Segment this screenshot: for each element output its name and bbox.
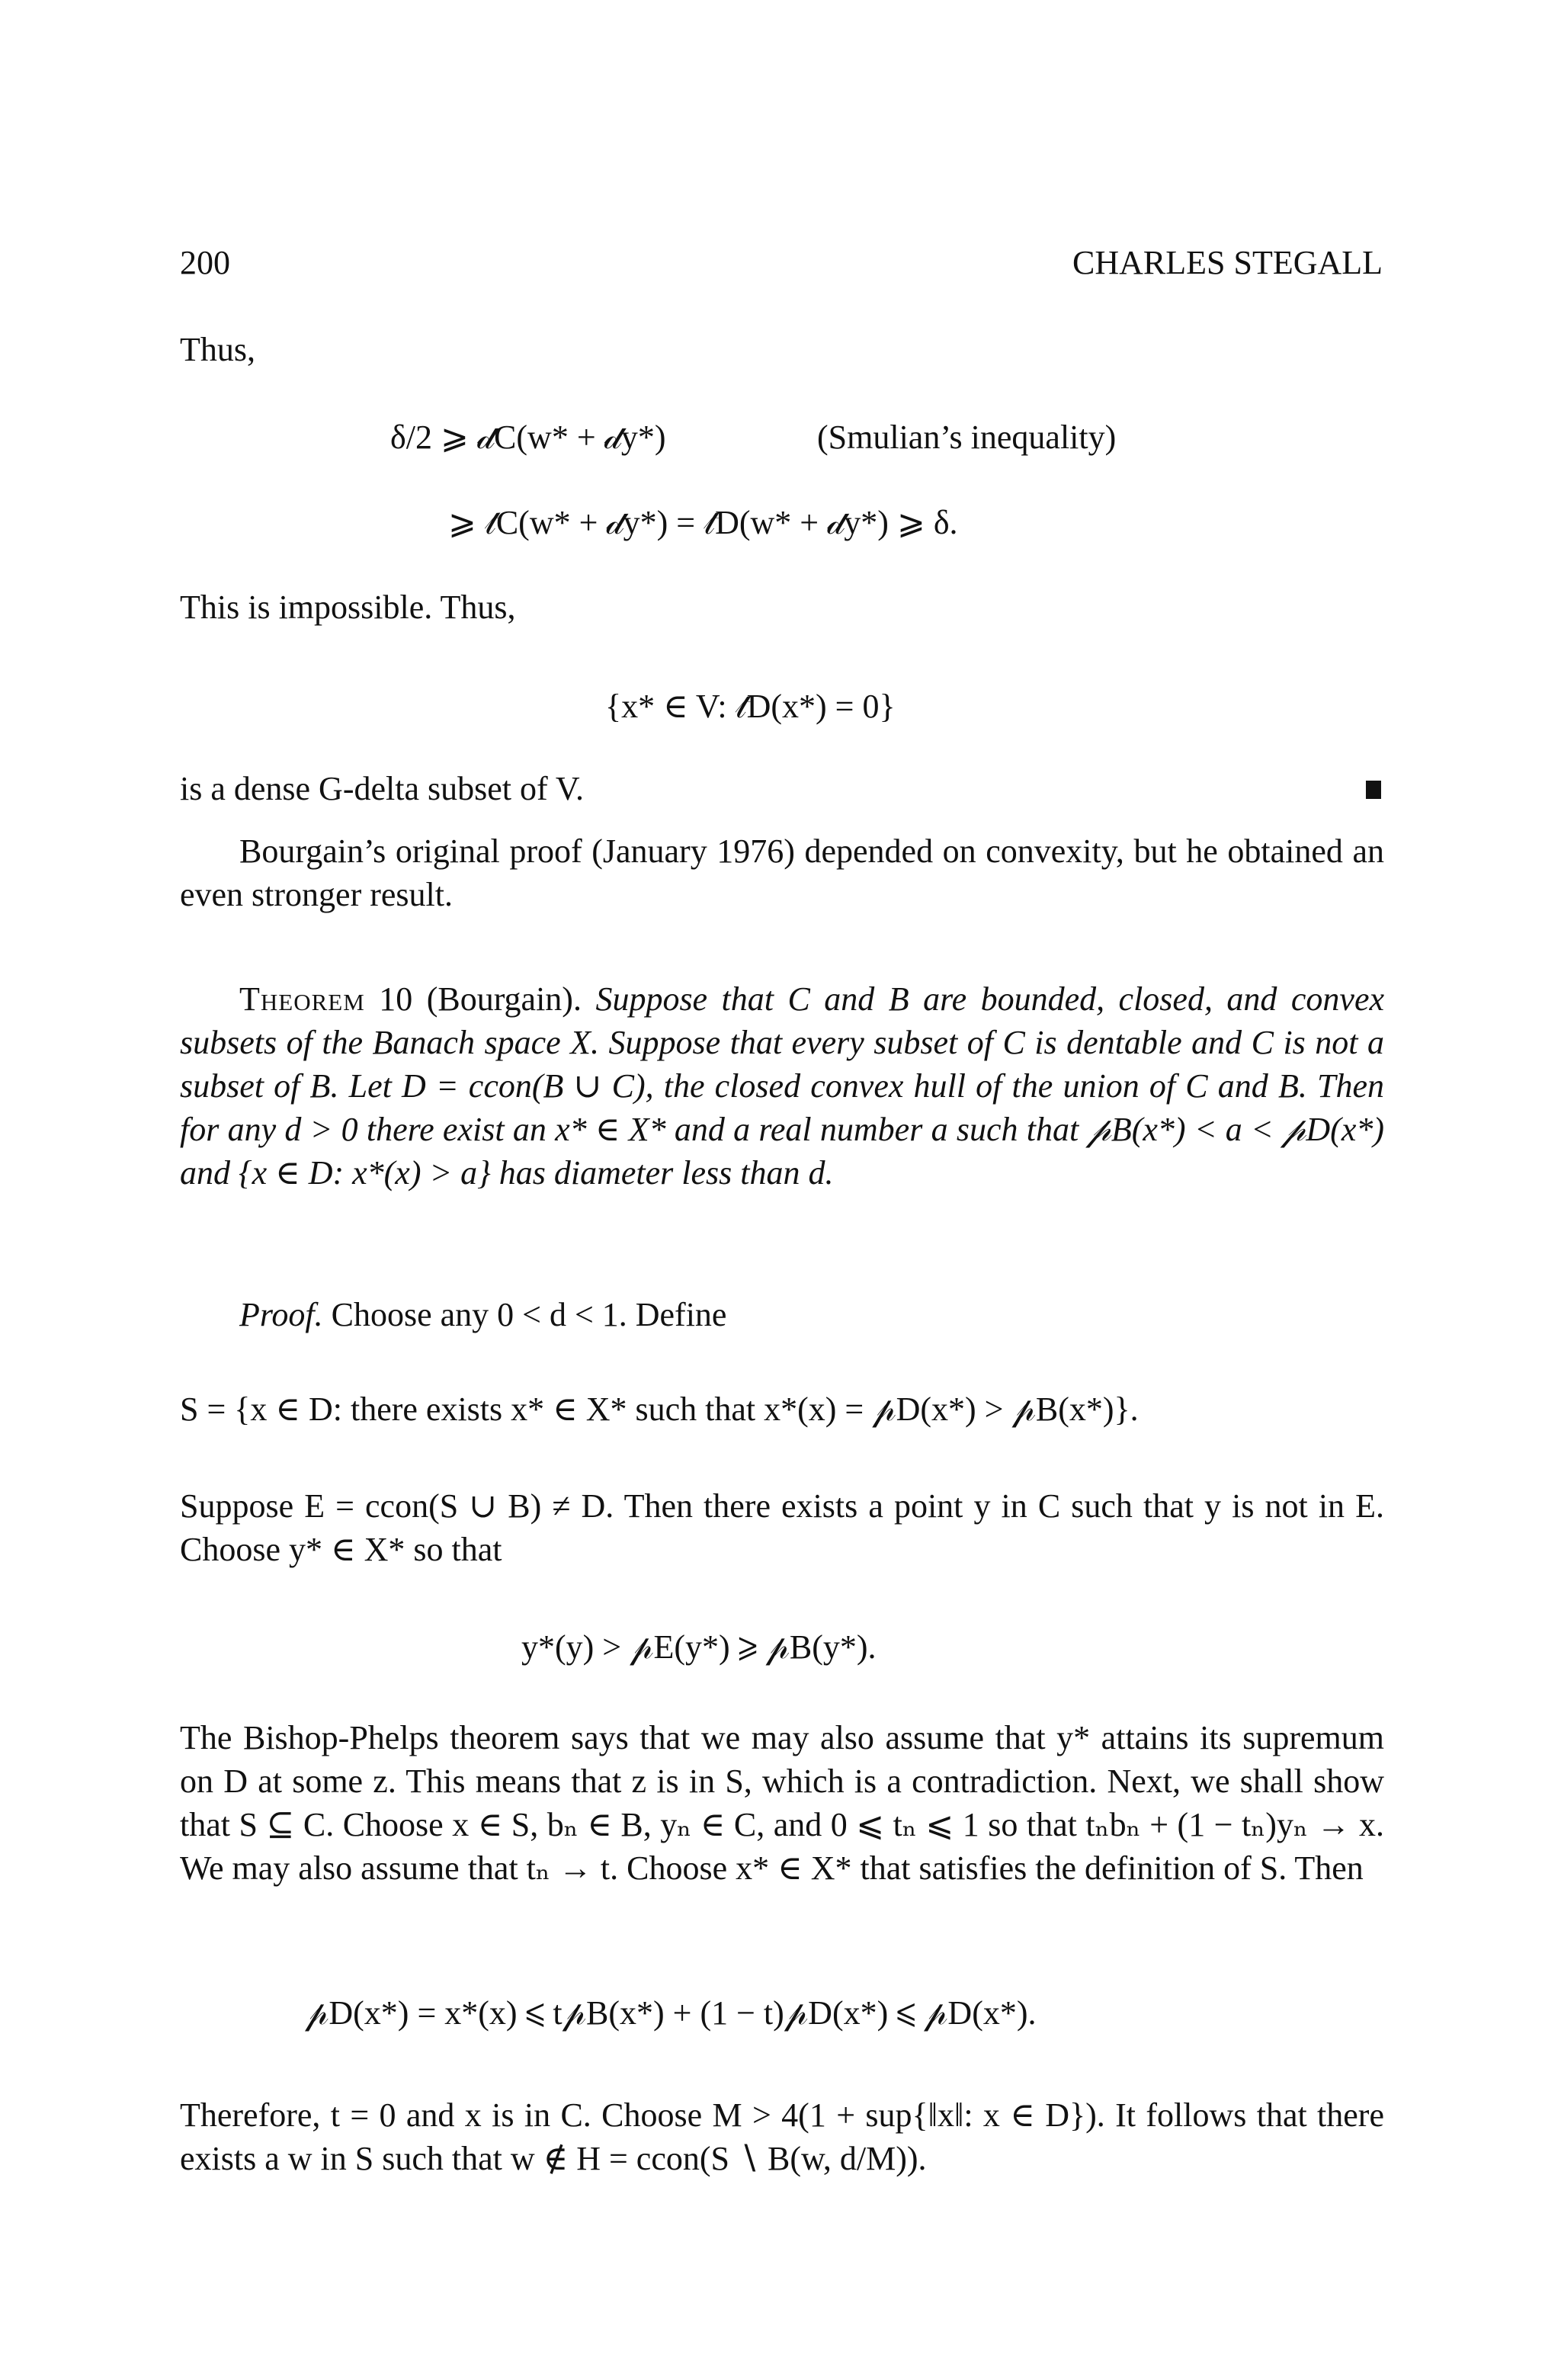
paragraph-suppose: Suppose E = ccon(S ∪ B) ≠ D. Then there exists a point y in C such that y is not in E. Choose y* ∈ X* so that [180, 1487, 1384, 1568]
equation-annotation: (Smulian’s inequality) [817, 419, 1117, 456]
display-equation-1b: ⩾ 𝓉C(w* + 𝒹y*) = 𝓉D(w* + 𝒹y*) ⩾ δ. [448, 504, 958, 541]
display-equation-3: S = {x ∈ D: there exists x* ∈ X* such that x*(x) = 𝓅D(x*) > 𝓅B(x*)}. [180, 1390, 1139, 1428]
display-equation-5: 𝓅D(x*) = x*(x) ⩽ t𝓅B(x*) + (1 − t)𝓅D(x*) ⩽ 𝓅D(x*). [305, 1994, 1037, 2032]
text-dense-subset: is a dense G-delta subset of V. [180, 770, 584, 807]
theorem-statement: Suppose that C and B are bounded, closed, and convex subsets of the Banach space X. Suppose that every subset of C is dentable and C is not a subset of B. Let D = ccon(B ∪ C), the closed convex hull of the union of C and B. Then for any d > 0 there exist an x* ∈ X* and a real number a such that 𝓅B(x*) < a < 𝓅D(x*) and {x ∈ D: x*(x) > a} has diameter less than d. [180, 980, 1385, 1192]
page-number: 200 [180, 244, 230, 281]
display-equation-1a: δ/2 ⩾ 𝒹C(w* + 𝒹y*) [390, 419, 666, 456]
theorem-heading: 10 (Bourgain). [379, 980, 582, 1018]
paragraph-bishop-phelps: The Bishop-Phelps theorem says that we may also assume that y* attains its supremum on D at some z. This means that z is in S, which is a contradiction. Next, we shall show that S ⊆ C. Choose x ∈ S, bₙ ∈ B, yₙ ∈ C, and 0 ⩽ tₙ ⩽ 1 so that tₙbₙ + (1 − tₙ)yₙ → x. We may also assume that tₙ → t. Choose x* ∈ X* that satisfies the definition of S. Then [180, 1719, 1384, 1887]
proof-label: Proof. [239, 1296, 323, 1333]
display-equation-2: {x* ∈ V: 𝓉D(x*) = 0} [605, 688, 896, 725]
theorem-label: Theorem [239, 980, 365, 1018]
qed-square-icon [1366, 781, 1381, 799]
proof-text: Choose any 0 < d < 1. Define [331, 1296, 727, 1333]
paragraph-bourgain: Bourgain’s original proof (January 1976) depended on convexity, but he obtained an even stronger result. [180, 832, 1384, 913]
display-equation-4: y*(y) > 𝓅E(y*) ⩾ 𝓅B(y*). [521, 1628, 877, 1666]
text-thus: Thus, [180, 331, 255, 368]
paragraph-therefore: Therefore, t = 0 and x is in C. Choose M > 4(1 + sup{‖x‖: x ∈ D}). It follows that there exists a w in S such that w ∉ H = ccon(S ∖ B(w, d/M)). [180, 2096, 1384, 2177]
text-impossible: This is impossible. Thus, [180, 589, 516, 626]
proof-start [180, 1293, 1384, 1336]
theorem-10 [180, 977, 1384, 1195]
running-head: CHARLES STEGALL [1072, 244, 1383, 281]
